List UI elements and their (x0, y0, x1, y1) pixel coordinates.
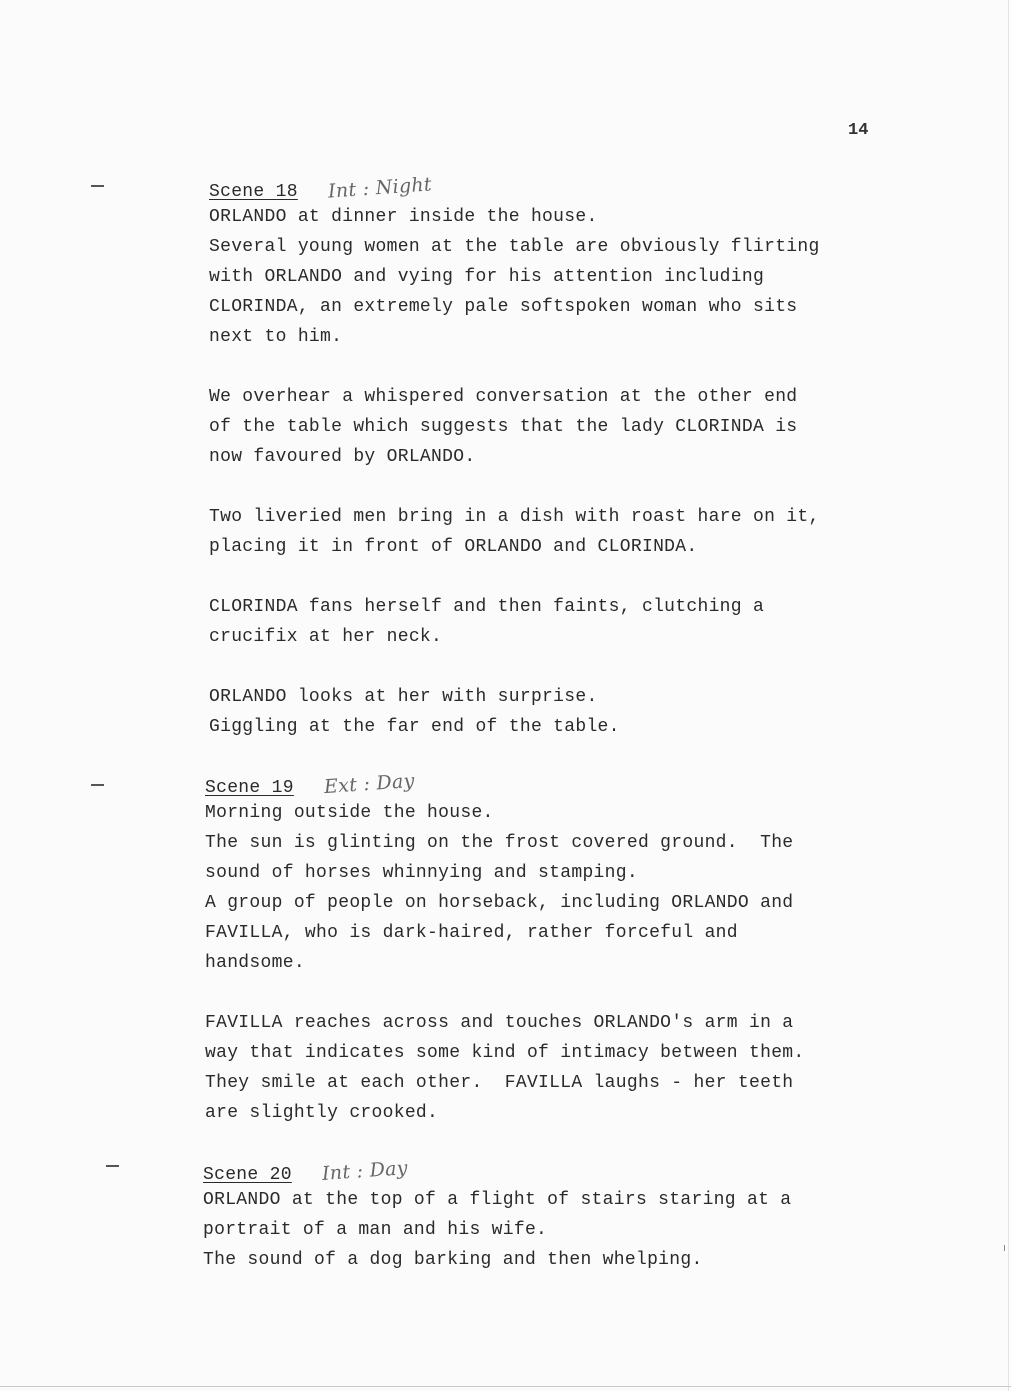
handwritten-note: Int : Night (327, 173, 433, 203)
text-line: with ORLANDO and vying for his attention including (209, 267, 765, 287)
text-line: placing it in front of ORLANDO and CLORINDA. (209, 537, 698, 557)
text-line: ORLANDO looks at her with surprise. (209, 687, 598, 707)
scene-19 (205, 768, 805, 1128)
scene-heading-label: Scene 18 (209, 182, 298, 202)
paragraph (209, 502, 820, 562)
paragraph (205, 798, 805, 978)
text-line: way that indicates some kind of intimacy between them. (205, 1043, 805, 1063)
handwritten-note: Ext : Day (323, 769, 416, 799)
paragraph (209, 382, 820, 472)
scene-heading-label: Scene 20 (203, 1165, 292, 1185)
page-number: 14 (848, 121, 869, 140)
text-line: They smile at each other. FAVILLA laughs - her teeth (205, 1073, 794, 1093)
scene-20-margin-mark (106, 1165, 119, 1167)
text-line: FAVILLA reaches across and touches ORLANDO's arm in a (205, 1013, 794, 1033)
scene-heading-label: Scene 19 (205, 778, 294, 798)
paragraph (209, 592, 820, 652)
text-line: We overhear a whispered conversation at the other end (209, 387, 798, 407)
scene-body (205, 798, 805, 1128)
scene-20 (203, 1155, 791, 1275)
text-line: Several young women at the table are obviously flirting (209, 237, 820, 257)
text-line: sound of horses whinnying and stamping. (205, 863, 638, 883)
scene-body (209, 202, 820, 742)
text-line: now favoured by ORLANDO. (209, 447, 476, 467)
text-line: CLORINDA fans herself and then faints, clutching a (209, 597, 765, 617)
paragraph (209, 202, 820, 352)
text-line: A group of people on horseback, including ORLANDO and (205, 893, 794, 913)
scene-18-margin-mark (91, 185, 104, 187)
scene-heading (203, 1155, 791, 1185)
text-line: CLORINDA, an extremely pale softspoken woman who sits (209, 297, 798, 317)
scene-heading (209, 172, 820, 202)
text-line: crucifix at her neck. (209, 627, 443, 647)
scene-19-margin-mark (91, 784, 104, 786)
text-line: next to him. (209, 327, 343, 347)
page-edge-right (1008, 0, 1009, 1391)
text-line: of the table which suggests that the lady CLORINDA is (209, 417, 798, 437)
text-line: The sun is glinting on the frost covered ground. The (205, 833, 794, 853)
paragraph (209, 682, 820, 742)
text-line: ORLANDO at dinner inside the house. (209, 207, 598, 227)
text-line: portrait of a man and his wife. (203, 1220, 548, 1240)
text-line: Giggling at the far end of the table. (209, 717, 620, 737)
text-line: The sound of a dog barking and then whelping. (203, 1250, 703, 1270)
paragraph (203, 1185, 791, 1275)
text-line: handsome. (205, 953, 305, 973)
margin-tick (1004, 1245, 1005, 1251)
text-line: FAVILLA, who is dark-haired, rather forceful and (205, 923, 738, 943)
text-line: Morning outside the house. (205, 803, 494, 823)
scene-body (203, 1185, 791, 1275)
scene-18 (209, 172, 820, 742)
text-line: Two liveried men bring in a dish with roast hare on it, (209, 507, 820, 527)
handwritten-note: Int : Day (321, 1157, 409, 1185)
paragraph (205, 1008, 805, 1128)
text-line: are slightly crooked. (205, 1103, 439, 1123)
text-line: ORLANDO at the top of a flight of stairs staring at a (203, 1190, 792, 1210)
scene-heading (205, 768, 805, 798)
page-edge-bottom (0, 1386, 1011, 1387)
